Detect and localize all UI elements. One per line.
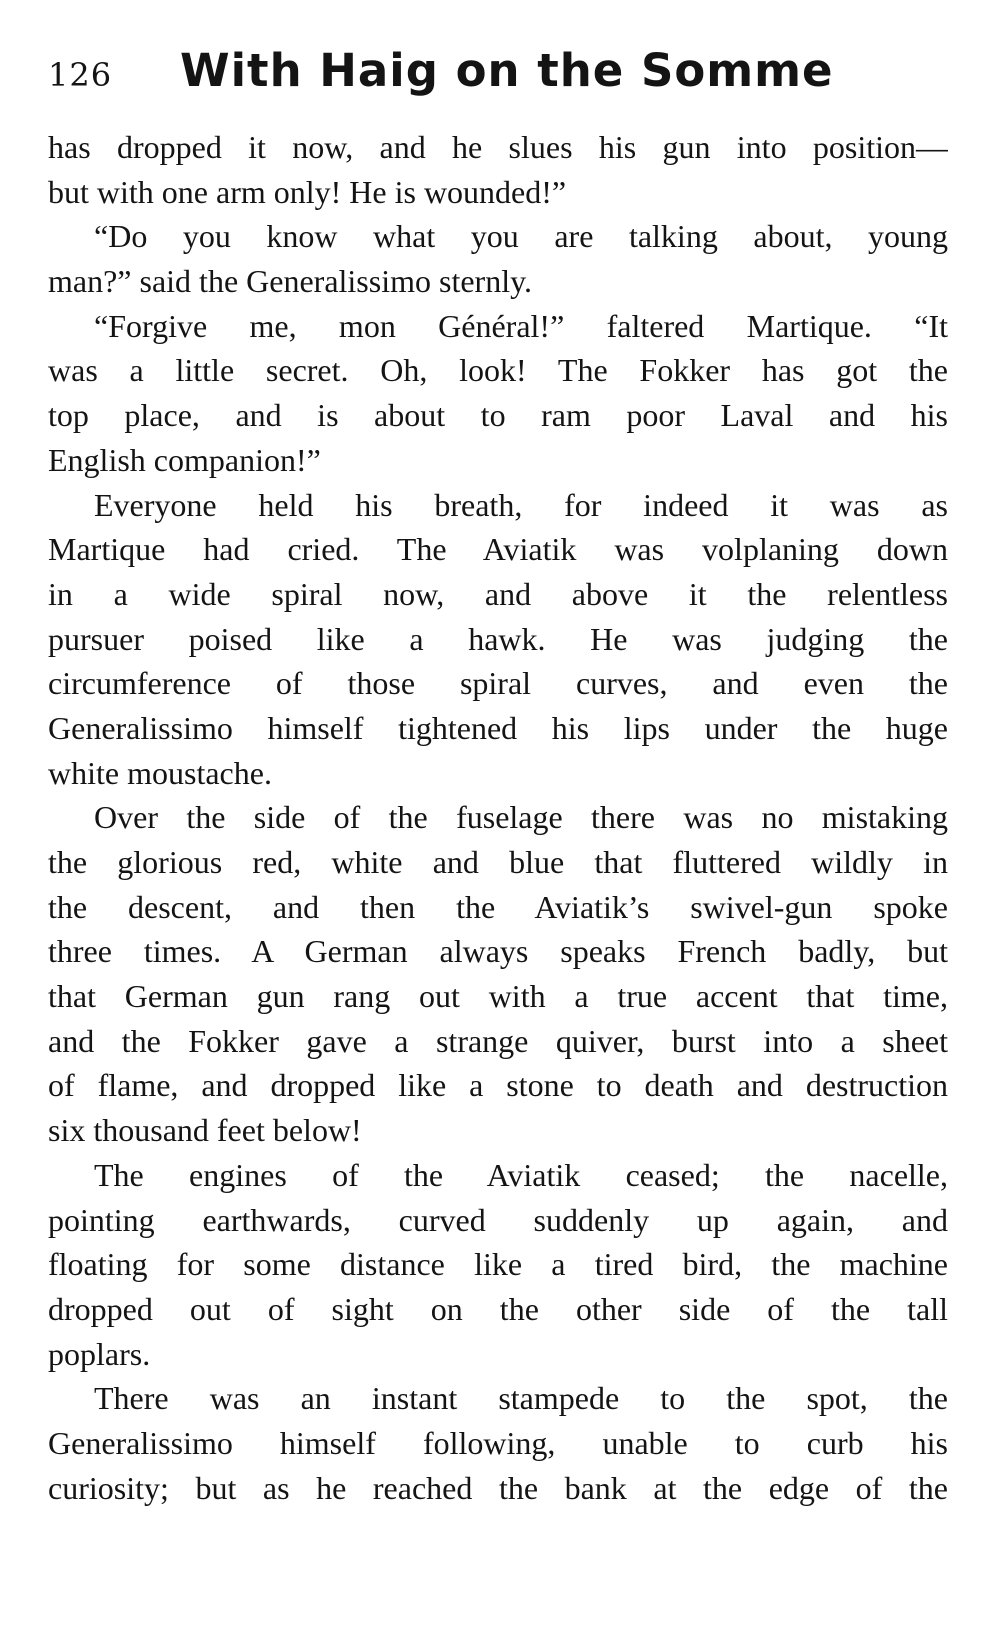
text-line: dropped out of sight on the other side of the tall <box>48 1290 948 1327</box>
text-line: “Do you know what you are talking about, young <box>94 218 948 255</box>
page-number: 126 <box>48 56 113 94</box>
text-line: but with one arm only! He is wounded!” <box>48 173 567 210</box>
text-line: has dropped it now, and he slues his gun into position— <box>48 129 948 165</box>
page-header <box>48 44 948 114</box>
text-line: The engines of the Aviatik ceased; the nacelle, <box>94 1156 948 1193</box>
text-line: man?” said the Generalissimo sternly. <box>48 263 532 300</box>
text-line: the glorious red, white and blue that fluttered wildly in <box>48 844 948 880</box>
text-line: “Forgive me, mon Général!” faltered Martique. “It <box>94 307 948 344</box>
text-line: that German gun rang out with a true accent that time, <box>48 978 948 1015</box>
text-line: pursuer poised like a hawk. He was judging the <box>48 620 948 657</box>
text-line: top place, and is about to ram poor Laval and his <box>48 397 948 434</box>
text-line: English companion!” <box>48 441 321 478</box>
running-title: With Haig on the Somme <box>180 44 834 97</box>
text-line: floating for some distance like a tired bird, the machine <box>48 1246 948 1283</box>
text-line: pointing earthwards, curved suddenly up again, and <box>48 1201 948 1238</box>
text-line: three times. A German always speaks French badly, but <box>48 933 948 970</box>
text-line: was a little secret. Oh, look! The Fokker has got the <box>48 352 948 389</box>
text-line: and the Fokker gave a strange quiver, burst into a sheet <box>48 1022 948 1059</box>
text-line: curiosity; but as he reached the bank at the edge of the <box>48 1469 948 1506</box>
text-line: poplars. <box>48 1335 151 1372</box>
text-line: Generalissimo himself following, unable to curb his <box>48 1424 948 1461</box>
text-line: Everyone held his breath, for indeed it was as <box>94 486 948 523</box>
text-line: in a wide spiral now, and above it the relentless <box>48 575 948 612</box>
body-text <box>48 125 948 1510</box>
text-line: the descent, and then the Aviatik’s swivel-gun spoke <box>48 888 948 925</box>
text-line: white moustache. <box>48 754 272 791</box>
text-line: of flame, and dropped like a stone to death and destruction <box>48 1067 948 1104</box>
text-line: There was an instant stampede to the spot, the <box>94 1380 948 1417</box>
text-line: Over the side of the fuselage there was no mistaking <box>94 799 948 836</box>
text-line: Generalissimo himself tightened his lips under the huge <box>48 709 948 746</box>
text-line: Martique had cried. The Aviatik was volplaning down <box>48 531 948 568</box>
text-line: circumference of those spiral curves, and even the <box>48 665 948 702</box>
text-line: six thousand feet below! <box>48 1112 362 1149</box>
